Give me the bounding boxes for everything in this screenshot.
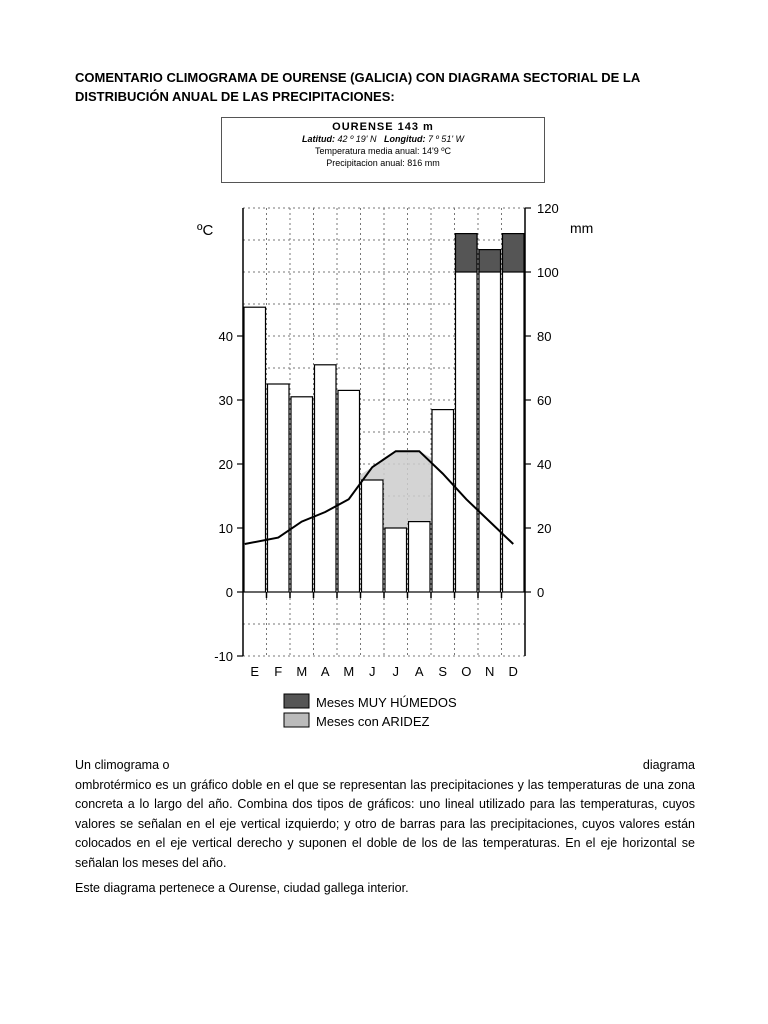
legend-swatch-arid <box>284 713 309 727</box>
latitude-value: 42 º 19' N <box>337 134 377 144</box>
left-tick-label: 10 <box>218 521 233 536</box>
legend-label-arid: Meses con ARIDEZ <box>316 714 430 729</box>
precipitation-bar-6 <box>362 480 384 592</box>
precipitation-bar-1 <box>244 307 266 592</box>
month-label-4: A <box>320 664 330 679</box>
left-tick-label: -10 <box>214 649 233 664</box>
latitude-label: Latitud: <box>301 134 335 144</box>
month-label-9: S <box>438 664 448 679</box>
longitude-value: 7 º 51' W <box>428 134 465 144</box>
right-tick-label: 0 <box>537 585 545 600</box>
precipitation-bar-3 <box>291 397 313 592</box>
left-tick-label: 0 <box>225 585 233 600</box>
precipitation-bar-4 <box>315 365 337 592</box>
right-tick-label: 20 <box>537 521 552 536</box>
month-label-12: D <box>508 664 518 679</box>
month-label-3: M <box>296 664 308 679</box>
paragraph-body: ombrotérmico es un gráfico doble en el que se representan las precipitaciones y las temperaturas de una zona concreta a lo largo del año. Combina dos tipos de gráficos: uno lineal utilizado para las temperaturas, cuyos valores se señalan en el eje vertical izquierdo; y otro de barras para las precipitaciones, cuyos valores están colocados en el eje vertical derecho y suponen el doble de los de las temperaturas. En el eje horizontal se señalan los meses del año. <box>75 777 695 870</box>
humid-portion-11 <box>479 250 501 272</box>
paragraph-definition <box>75 756 695 873</box>
document-title: COMENTARIO CLIMOGRAMA DE OURENSE (GALICIA) CON DIAGRAMA SECTORIAL DE LA DISTRIBUCIÓN ANUAL DE LAS PRECIPITACIONES: <box>75 70 640 104</box>
precipitation-bar-10 <box>456 234 478 592</box>
month-label-1: E <box>250 664 260 679</box>
paragraph-start: Un climograma o <box>75 758 170 772</box>
station-name: OURENSE 143 m <box>332 121 434 133</box>
month-label-7: J <box>392 664 399 679</box>
legend-label-humid: Meses MUY HÚMEDOS <box>316 695 457 710</box>
precipitation-bar-11 <box>479 250 501 592</box>
precipitation-bar-5 <box>338 390 360 592</box>
annual-precipitation: Precipitacion anual: 816 mm <box>326 158 440 168</box>
left-axis-unit: ºC <box>197 222 214 239</box>
month-label-6: J <box>369 664 376 679</box>
paragraph-end-word: diagrama <box>642 758 695 772</box>
precipitation-bar-12 <box>503 234 525 592</box>
precipitation-bar-8 <box>409 522 431 592</box>
precipitation-bar-9 <box>432 410 454 592</box>
right-tick-label: 40 <box>537 457 552 472</box>
right-tick-label: 80 <box>537 329 552 344</box>
humid-portion-12 <box>503 234 525 272</box>
precipitation-bar-7 <box>385 528 407 592</box>
right-tick-label: 60 <box>537 393 552 408</box>
left-tick-label: 30 <box>218 393 233 408</box>
legend-swatch-humid <box>284 694 309 708</box>
month-label-2: F <box>274 664 283 679</box>
right-axis-unit: mm <box>570 220 594 236</box>
right-tick-label: 100 <box>537 265 559 280</box>
paragraph-location: Este diagrama pertenece a Ourense, ciudad gallega interior. <box>75 881 409 895</box>
longitude-label: Longitud: <box>384 134 426 144</box>
month-label-5: M <box>343 664 355 679</box>
month-label-11: N <box>485 664 495 679</box>
month-label-8: A <box>414 664 424 679</box>
month-label-10: O <box>461 664 472 679</box>
precipitation-bar-2 <box>268 384 290 592</box>
left-tick-label: 20 <box>218 457 233 472</box>
humid-portion-10 <box>456 234 478 272</box>
left-tick-label: 40 <box>218 329 233 344</box>
mean-temperature: Temperatura media anual: 14'9 ºC <box>314 146 452 156</box>
right-tick-label: 120 <box>537 201 559 216</box>
